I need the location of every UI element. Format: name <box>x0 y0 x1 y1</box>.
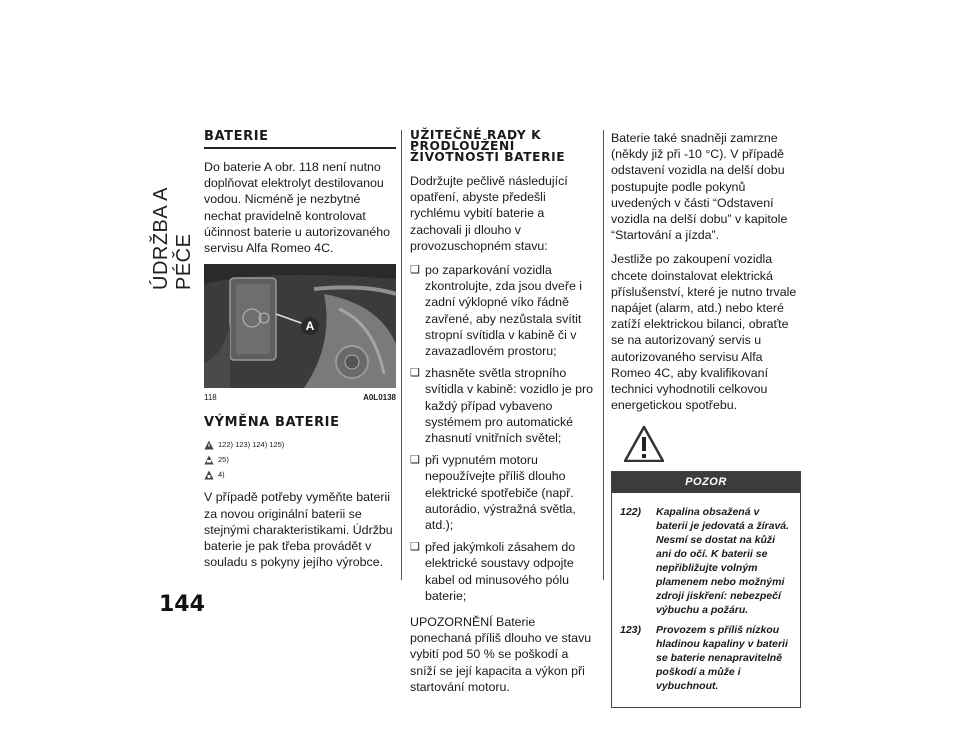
warning-item-text: Provozem s příliš nízkou hladinou kapaliny v baterii se baterie nenapravitelně poškodí a může i vybuchnout. <box>656 623 788 692</box>
warning-item-number: 122) <box>620 505 642 518</box>
figure-caption <box>204 390 396 406</box>
battery-figure <box>204 264 396 388</box>
warning-item <box>612 623 800 693</box>
battery-intro: Do baterie A obr. 118 není nutno doplňovat elektrolyt destilovanou vodou. Nicméně je nezbytné nechat pravidelně kontrolovat účinnost baterie u autorizovaného servisu Alfa Romeo 4C. <box>204 160 390 256</box>
accessories-paragraph: Jestliže po zakoupení vozidla chcete doinstalovat elektrická příslušenství, které je nutno trvale napájet (alarm, atd.) nebo které zatíží elektrickou bilanci, obraťte se na autorizovaný servis u autorizovaného servisu Alfa Romeo 4C, aby kvalifikovaní technici vyhodnotili celkovou energetickou spotřebu. <box>611 252 797 413</box>
warning-box <box>611 471 801 707</box>
warning-ref-row <box>204 469 396 481</box>
column-divider <box>401 130 402 580</box>
caution-refs: 25) <box>218 455 229 465</box>
warning-icon <box>624 426 664 462</box>
page-number: 144 <box>159 592 205 617</box>
warning-ref-row <box>204 454 396 466</box>
list-item: ❑ při vypnutém motoru nepoužívejte příliš dlouho elektrické spotřebiče (např. autorádio, výstražná světla, atd.); <box>410 452 598 533</box>
tips-list <box>410 262 598 604</box>
list-item: ❑ po zaparkování vozidla zkontrolujte, zda jsou dveře i zadní výklopné víko řádně zavřené, aby nezůstala svítit stropní svítidla v kabině či v zavazadlovém prostoru; <box>410 262 598 359</box>
figure-label: A <box>305 319 315 334</box>
freeze-paragraph: Baterie také snadněji zamrzne (někdy již při -10 °C). V případě odstavení vozidla na delší dobu postupujte podle pokynů uvedených v části “Odstavení vozidla na delší dobu” v kapitole “Startování a jízda”. <box>611 131 788 243</box>
caution-triangle-icon <box>204 455 214 465</box>
environment-refs: 4) <box>218 470 225 480</box>
environment-triangle-icon <box>204 470 214 480</box>
replacement-body: V případě potřeby vyměňte baterii za novou originální baterii se stejnými charakteristikami. Údržbu baterie je pak třeba provádět v souladu s pokyny jejího výrobce. <box>204 490 393 570</box>
warning-item-number: 123) <box>620 623 642 636</box>
warning-refs: 122) 123) 124) 125) <box>218 440 285 450</box>
figure-code: A0L0138 <box>363 393 396 403</box>
column-left <box>204 130 396 578</box>
tips-intro: Dodržujte pečlivě následující opatření, abyste předešli rychlému vybití baterie a zachovali ji dlouho v provozuschopném stavu: <box>410 174 568 253</box>
warning-item <box>612 505 800 617</box>
tips-note: UPOZORNĚNÍ Baterie ponechaná příliš dlouho ve stavu vybití pod 50 % se poškodí a sníží se její kapacita a výkon při startování motoru. <box>410 615 592 694</box>
warning-box-title: POZOR <box>612 472 800 492</box>
warning-triangle-icon <box>204 440 214 450</box>
battery-illustration <box>204 264 396 388</box>
figure-number: 118 <box>204 393 217 403</box>
column-middle <box>410 130 598 703</box>
warning-ref-row <box>204 439 396 451</box>
list-item: ❑ zhasněte světla stropního svítidla v kabině: vozidlo je pro každý případ vybaveno systémem pro automatické zhasnutí vnitřních světel; <box>410 365 598 446</box>
list-item: ❑ před jakýmkoli zásahem do elektrické soustavy odpojte kabel od minusového pólu baterie; <box>410 539 598 604</box>
column-right <box>611 130 801 708</box>
section-title-battery: BATERIE <box>204 130 396 149</box>
warning-item-text: Kapalina obsažená v baterii je jedovatá a žíravá. Nesmí se dostat na kůži ani do očí. K baterii se nepřibližujte volným plamenem nebo možnými zdroji jiskření: nebezpečí výbuchu a požáru. <box>656 505 790 616</box>
column-divider <box>603 130 604 580</box>
section-title-tips: UŽITEČNÉ RADY K PRODLOUŽENÍ ŽIVOTNOSTI BATERIE <box>410 128 566 164</box>
section-title-replacement: VÝMĚNA BATERIE <box>204 415 340 431</box>
chapter-title: ÚDRŽBA A PÉČE <box>150 188 195 290</box>
